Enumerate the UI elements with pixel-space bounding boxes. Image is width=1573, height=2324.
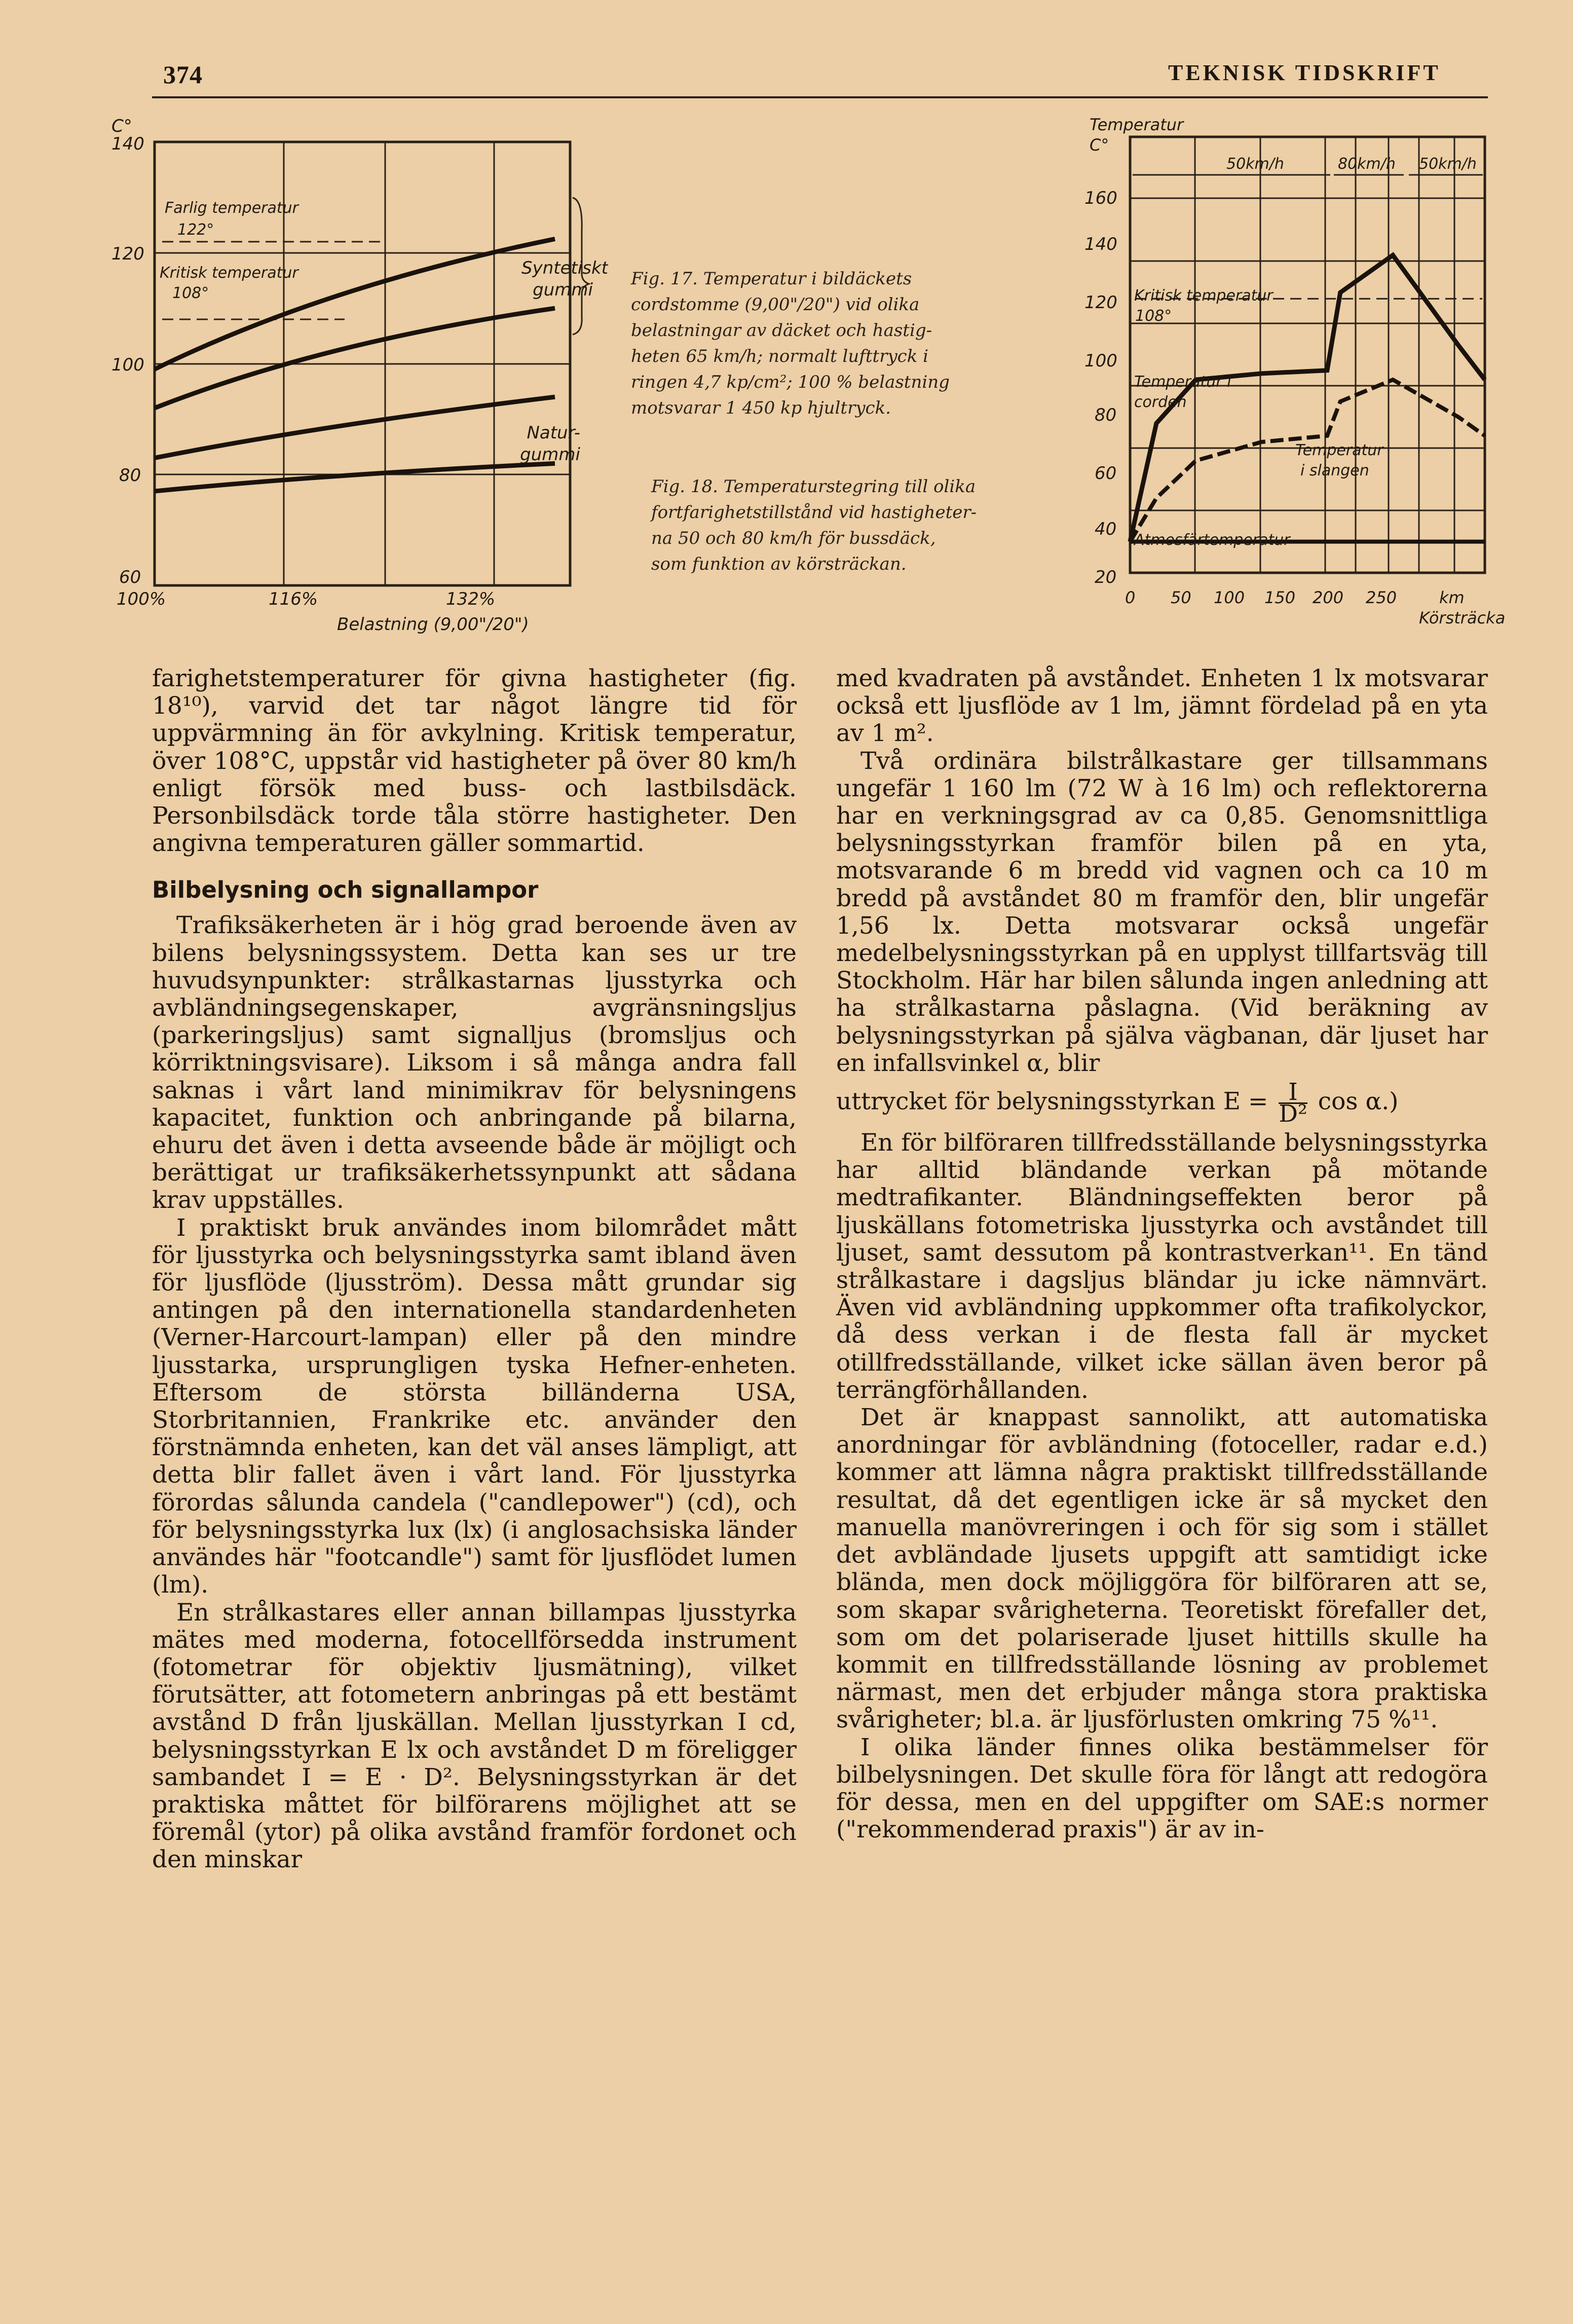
fig17-label-syntetiskt: Syntetiskt <box>521 258 608 278</box>
fig18-grid <box>1130 137 1485 573</box>
fig17-y-tick: 80 <box>119 465 141 486</box>
fig18-y-title: Temperatur <box>1090 115 1184 134</box>
formula-prefix: uttrycket för belysningsstyrkan E = <box>836 1087 1268 1116</box>
journal-title: TEKNISK TIDSKRIFT <box>1168 60 1441 85</box>
formula-line <box>836 1078 1488 1128</box>
section-heading: Bilbelysning och signallampor <box>152 876 539 904</box>
fig18-x-label: Körsträcka <box>1419 608 1506 628</box>
fig18-label-atmos: Atmosfärtemperatur <box>1134 531 1290 549</box>
fig17-y-tick: 140 <box>111 134 144 154</box>
fig18-x-unit: km <box>1439 588 1465 607</box>
fig18-label-slangen-2: i slangen <box>1300 462 1369 479</box>
fig18-y-unit: C° <box>1090 135 1109 155</box>
fig17-y-unit: C° <box>111 116 132 136</box>
formula-fraction <box>1279 1078 1307 1128</box>
fig17-caption-line: Fig. 17. Temperatur i bildäckets <box>631 269 912 289</box>
fig17-label-kritisk-value: 108° <box>172 284 209 302</box>
fig17-caption-line: cordstomme (9,00"/20") vid olika <box>631 294 920 315</box>
fig17-x-tick: 132% <box>446 589 496 609</box>
fig17-label-farlig: Farlig temperatur <box>165 199 298 217</box>
fig18-caption-line: fortfarighetstillstånd vid hastigheter- <box>651 502 977 523</box>
fig18-x-tick: 50 <box>1171 588 1191 607</box>
fig18-caption-line: som funktion av körsträckan. <box>651 554 907 574</box>
fig18-label-slangen: Temperatur <box>1295 441 1383 459</box>
formula-suffix: cos α.) <box>1318 1087 1399 1116</box>
left-column <box>152 665 797 1874</box>
formula-denominator: D² <box>1279 1100 1307 1128</box>
fig17-label-syntetiskt-2: gummi <box>533 280 593 300</box>
fig18-speed-label: 80km/h <box>1338 155 1396 173</box>
right-column <box>836 665 1488 1843</box>
fig18-y-tick: 140 <box>1084 234 1117 254</box>
fig18-y-tick: 20 <box>1095 567 1117 587</box>
fig18-label-kritisk-value: 108° <box>1135 307 1172 325</box>
fig17-label-natur: Natur- <box>527 423 580 443</box>
fig17-y-tick: 100 <box>111 355 144 375</box>
left-paragraph: En strålkastares eller annan billampas ljusstyrka mätes med moderna, fotocellförsedda instrument (fotometrar för objektiv ljusmätning), vilket förutsätter, att fotometern anbringas på ett bestämt avstånd D från ljuskällan. Mellan ljusstyrkan I cd, belysningsstyrkan E lx och avståndet D m föreligger sambandet I = E · D². Belysningsstyrkan är det praktiska måttet för bilförarens möjlighet att se föremål (ytor) på olika avstånd framför fordonet och den minskar <box>152 1598 797 1874</box>
right-paragraph: I olika länder finnes olika bestämmelser för bilbelysningen. Det skulle föra för långt att redogöra för dessa, men en del uppgifter om SAE:s normer ("rekommenderad praxis") är av in- <box>836 1733 1488 1844</box>
left-paragraph: farighetstemperaturer för givna hastigheter (fig. 18¹⁰), varvid det tar något längre tid för uppvärmning än för avkylning. Kritisk temperatur, över 108°C, uppstår vid hastigheter på över 80 km/h enligt försök med buss- och lastbilsdäck. Personbilsdäck torde tåla större hastigheter. Den angivna temperaturen gäller sommartid. <box>152 665 797 858</box>
right-paragraph: En för bilföraren tillfredsställande belysningsstyrka har alltid bländande verkan på mötande medtrafikanter. Bländningseffekten beror på ljuskällans fotometriska ljusstyrka och avståndet till ljuset, samt dessutom på kontrastverkan¹¹. En tänd strålkastare i dagsljus bländar ju icke nämnvärt. Även vid avbländning uppkommer ofta trafikolyckor, då dess verkan i de flesta fall är mycket otillfredsställande, vilket icke sällan även beror på terrängförhållanden. <box>836 1129 1488 1404</box>
figure-18-chart <box>1074 109 1510 636</box>
fig17-y-tick: 120 <box>111 244 144 264</box>
fig18-y-tick: 120 <box>1084 292 1117 313</box>
fig17-caption-line: motsvarar 1 450 kp hjultryck. <box>631 398 891 418</box>
fig18-y-tick: 160 <box>1084 188 1117 208</box>
right-paragraph: Två ordinära bilstrålkastare ger tillsammans ungefär 1 160 lm (72 W à 16 lm) och reflektorerna har en verkningsgrad av ca 0,85. Genomsnittliga belysningsstyrkan framför bilen på en yta, motsvarande 6 m bredd vid vagnen och ca 10 m bredd på avståndet 80 m framför den, blir ungefär 1,56 lx. Detta motsvarar också ungefär medelbelysningsstyrkan på en upplyst tillfartsväg till Stockholm. Här har bilen sålunda ingen anledning att ha strålkastarna påslagna. (Vid beräkning av belysningsstyrkan på själva vägbanan, där ljuset har en infallsvinkel α, blir <box>836 747 1488 1077</box>
fig18-label-corden: Temperatur i <box>1134 373 1231 391</box>
fig18-x-tick: 100 <box>1214 588 1245 607</box>
fig17-x-tick: 100% <box>117 589 166 609</box>
fig17-label-natur-2: gummi <box>520 445 580 465</box>
fig18-x-tick: 250 <box>1366 588 1397 607</box>
figure-17-chart <box>101 109 608 651</box>
fig18-y-tick: 40 <box>1095 519 1117 539</box>
fig18-speed-label: 50km/h <box>1419 155 1477 173</box>
right-paragraph: Det är knappast sannolikt, att automatiska anordningar för avbländning (fotoceller, radar e.d.) kommer att lämna några praktiskt tillfredsställande resultat, då det egentligen icke är så mycket den manuella manövreringen i och för sig som i stället det avbländade ljusets uppgift att samtidigt icke blända, men dock möjliggöra för bilföraren att se, som skapar svårigheterna. Teoretiskt förefaller det, som om det polariserade ljuset hittills skulle ha kommit en tillfredsställande lösning av problemet närmast, men det erbjuder många stora praktiska svårigheter; bl.a. är ljusförlusten omkring 75 %¹¹. <box>836 1404 1488 1734</box>
fig18-x-tick: 200 <box>1313 588 1344 607</box>
fig18-y-tick: 80 <box>1095 405 1117 425</box>
fig17-caption <box>631 266 1072 421</box>
left-paragraph: Trafiksäkerheten är i hög grad beroende även av bilens belysningssystem. Detta kan ses ur tre huvudsynpunkter: strålkastarnas ljusstyrka och avbländningsegenskaper, avgränsningsljus (parkeringsljus) samt signalljus (bromsljus och körriktningsvisare). Liksom i så många andra fall saknas i vårt land minimikrav för belysningens kapacitet, funktion och anbringande på bilarna, ehuru det även i detta avseende både är möjligt och berättigat ur trafiksäkerhetssynpunkt att sådana krav uppställes. <box>152 911 797 1214</box>
fig18-caption <box>651 474 1092 577</box>
right-paragraph: med kvadraten på avståndet. Enheten 1 lx motsvarar också ett ljusflöde av 1 lm, jämnt fördelad på en yta av 1 m². <box>836 665 1488 748</box>
fig18-y-tick: 60 <box>1095 463 1117 484</box>
fig17-caption-line: belastningar av däcket och hastig- <box>631 320 932 341</box>
fig17-label-kritisk: Kritisk temperatur <box>160 264 298 282</box>
header-rule <box>152 96 1488 98</box>
fig17-label-farlig-value: 122° <box>177 221 214 239</box>
fig18-caption-line: Fig. 18. Temperaturstegring till olika <box>651 476 976 497</box>
fig17-caption-line: heten 65 km/h; normalt lufttryck i <box>631 346 928 366</box>
fig18-x-tick: 0 <box>1125 588 1136 607</box>
fig18-y-tick: 100 <box>1084 351 1117 371</box>
left-paragraph: I praktiskt bruk användes inom bilområdet mått för ljusstyrka och belysningsstyrka samt ibland även för ljusflöde (ljusström). Dessa mått grundar sig antingen på den internationella standardenheten (Verner-Harcourt-lampan) eller på den mindre ljusstarka, ursprungligen tyska Hefner-enheten. Eftersom de största billänderna USA, Storbritannien, Frankrike etc. använder den förstnämnda enheten, kan det väl anses lämpligt, att detta blir fallet även i vårt land. För ljusstyrka förordas sålunda candela ("candlepower") (cd), och för belysningsstyrka lux (lx) (i anglosachsiska länder användes här "footcandle") samt för ljusflödet lumen (lm). <box>152 1213 797 1599</box>
page-number: 374 <box>163 60 203 89</box>
fig18-speed-label: 50km/h <box>1226 155 1284 173</box>
fig18-label-kritisk: Kritisk temperatur <box>1134 287 1273 305</box>
fig17-x-label: Belastning (9,00"/20") <box>337 614 529 635</box>
fig18-x-tick: 150 <box>1264 588 1296 607</box>
fig17-caption-line: ringen 4,7 kp/cm²; 100 % belastning <box>631 372 950 392</box>
fig17-y-tick: 60 <box>119 567 141 587</box>
fig18-label-corden-2: corden <box>1134 393 1187 411</box>
fig17-x-tick: 116% <box>269 589 318 609</box>
fig18-caption-line: na 50 och 80 km/h för bussdäck, <box>651 528 936 548</box>
formula-numerator: I <box>1279 1082 1307 1104</box>
